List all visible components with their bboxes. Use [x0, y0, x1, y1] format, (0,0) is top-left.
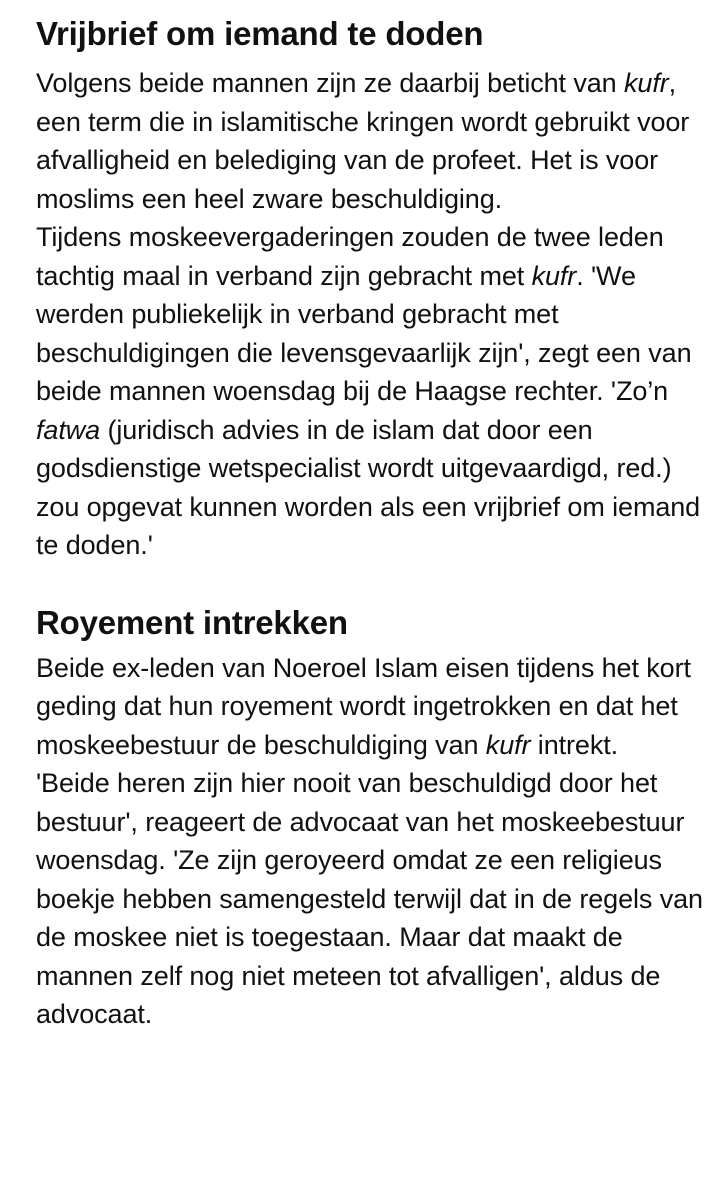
- article-paragraph: [36, 649, 716, 765]
- italic-term: kufr: [531, 260, 577, 291]
- paragraph-text: Volgens beide mannen zijn ze daarbij beticht van: [36, 68, 624, 98]
- paragraph-text: , een term die in islamitische kringen wordt gebruikt voor afvalligheid en belediging van de profeet. Het is voor moslims een heel zware beschuldiging.: [36, 68, 690, 214]
- article-paragraph: [36, 218, 716, 565]
- paragraph-text: Tijdens moskeevergaderingen zouden de twee leden tachtig maal in verband zijn gebracht met: [36, 222, 664, 291]
- paragraph-text: . 'We werden publiekelijk in verband gebracht met beschuldigingen die levensgevaarlijk zijn', zegt een van beide mannen woensdag bij de Haagse rechter. 'Zo’n: [36, 260, 692, 406]
- article-section: [36, 601, 716, 1034]
- article-paragraph: [36, 764, 716, 1034]
- article-section: [36, 12, 716, 565]
- paragraph-text: 'Beide heren zijn hier nooit van beschuldigd door het bestuur', reageert de advocaat van het moskeebestuur woensdag. 'Ze zijn geroyeerd omdat ze een religieus boekje hebben samengesteld terwijl dat in de regels van de moskee niet is toegestaan. Maar dat maakt de mannen zelf nog niet meteen tot afvalligen', aldus de advocaat.: [36, 768, 703, 1029]
- italic-term: fatwa: [36, 414, 101, 445]
- article-body: [36, 0, 716, 1034]
- section-heading: Royement intrekken: [36, 603, 348, 641]
- paragraph-text: Beide ex-leden van Noeroel Islam eisen tijdens het kort geding dat hun royement wordt ingetrokken en dat het moskeebestuur de beschuldiging van: [36, 652, 691, 760]
- article-paragraph: [36, 64, 716, 218]
- paragraph-text: (juridisch advies in de islam dat door een godsdienstige wetspecialist wordt uitgevaardigd, red.) zou opgevat kunnen worden als een vrijbrief om iemand te doden.': [36, 414, 701, 560]
- italic-term: kufr: [485, 729, 531, 760]
- section-heading: Vrijbrief om iemand te doden: [36, 15, 484, 52]
- paragraph-text: intrekt.: [530, 729, 619, 760]
- italic-term: kufr: [624, 68, 669, 98]
